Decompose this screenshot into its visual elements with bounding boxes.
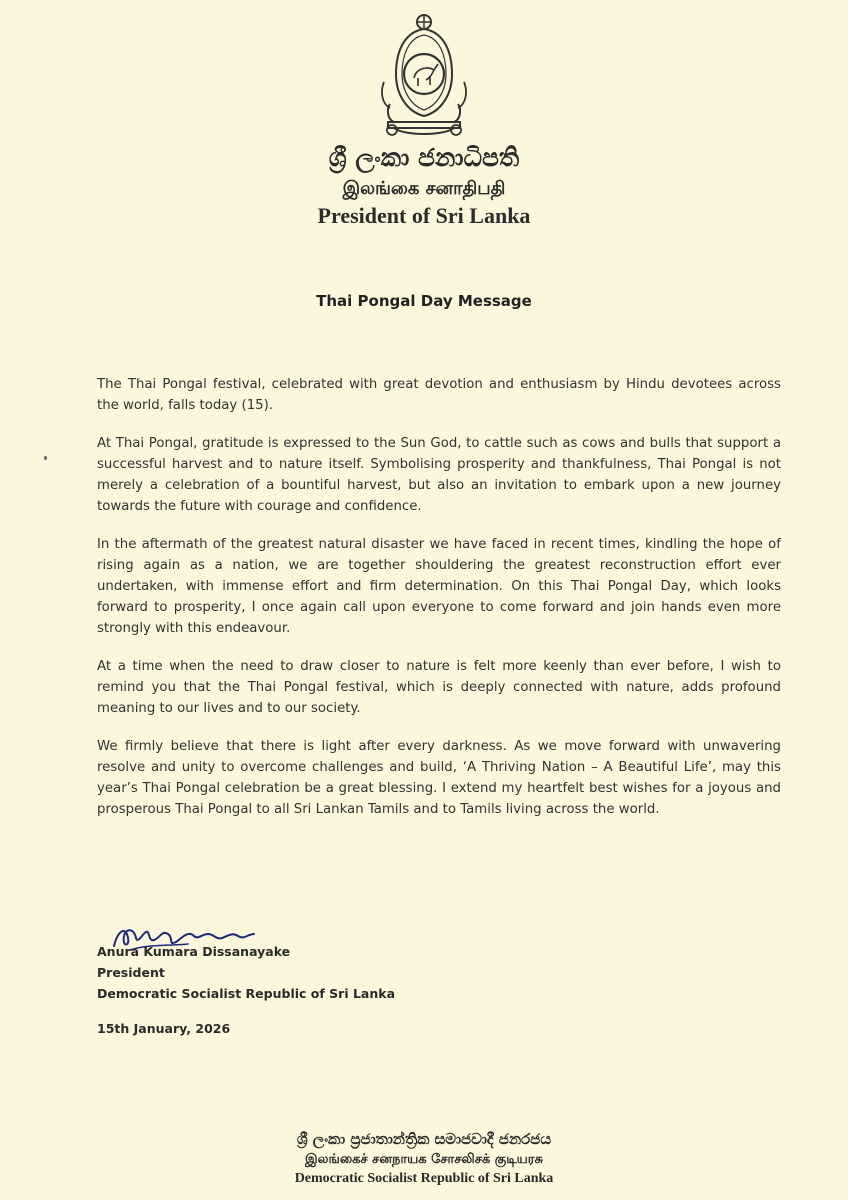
document-title: Thai Pongal Day Message	[316, 292, 532, 310]
signatory-name: Anura Kumara Dissanayake	[97, 944, 291, 959]
letterhead-tamil: இலங்கை சனாதிபதி	[342, 178, 506, 199]
paragraph-2: At Thai Pongal, gratitude is expressed to the Sun God, to cattle such as cows and bulls that support a successful harvest and to nature itself. Symbolising prosperity and thankfulness, Thai Pongal is not merely a celebration of a bountiful harvest, but also an invitation to embark upon a new journey towards the future with courage and confidence.	[97, 436, 781, 514]
signoff-block	[97, 941, 395, 1004]
letterhead	[0, 140, 848, 230]
signatory-country: Democratic Socialist Republic of Sri Lanka	[97, 986, 396, 1001]
message-date: 15th January, 2026	[97, 1021, 231, 1036]
message-body	[97, 374, 781, 837]
letterhead-english: President of Sri Lanka	[317, 203, 531, 228]
paragraph-1: The Thai Pongal festival, celebrated with great devotion and enthusiasm by Hindu devotees across the world, falls today (15).	[97, 377, 781, 413]
signatory-role: President	[97, 965, 165, 980]
paragraph-4: At a time when the need to draw closer to nature is felt more keenly than ever before, I wish to remind you that the Thai Pongal festival, which is deeply connected with nature, adds profound meaning to our lives and to our society.	[97, 659, 781, 716]
paragraph-3: In the aftermath of the greatest natural disaster we have faced in recent times, kindling the hope of rising again as a nation, we are together shouldering the greatest reconstruction effort ever undertaken, with immense effort and firm determination. On this Thai Pongal Day, which looks forward to prosperity, I once again call upon everyone to come forward and join hands even more strongly with this endeavour.	[97, 537, 781, 636]
paper-speck	[44, 456, 47, 460]
footer-sinhala: ශ්‍රී ලංකා ප්‍රජාතාන්ත්‍රික සමාජවාදී ජනරජය	[296, 1130, 552, 1148]
footer-tamil: இலங்கைச் சனநாயக சோசலிசக் குடியரசு	[305, 1152, 543, 1167]
sri-lanka-emblem-icon	[374, 12, 474, 140]
footer	[0, 1128, 848, 1188]
paragraph-5: We firmly believe that there is light after every darkness. As we move forward with unwavering resolve and unity to overcome challenges and build, ‘A Thriving Nation – A Beautiful Life’, may this year’s Thai Pongal celebration be a great blessing. I extend my heartfelt best wishes for a joyous and prosperous Thai Pongal to all Sri Lankan Tamils and to Tamils living across the world.	[97, 739, 781, 817]
footer-english: Democratic Socialist Republic of Sri Lanka	[294, 1171, 554, 1186]
letterhead-sinhala: ශ්‍රී ලංකා ජනාධිපති	[328, 143, 520, 172]
